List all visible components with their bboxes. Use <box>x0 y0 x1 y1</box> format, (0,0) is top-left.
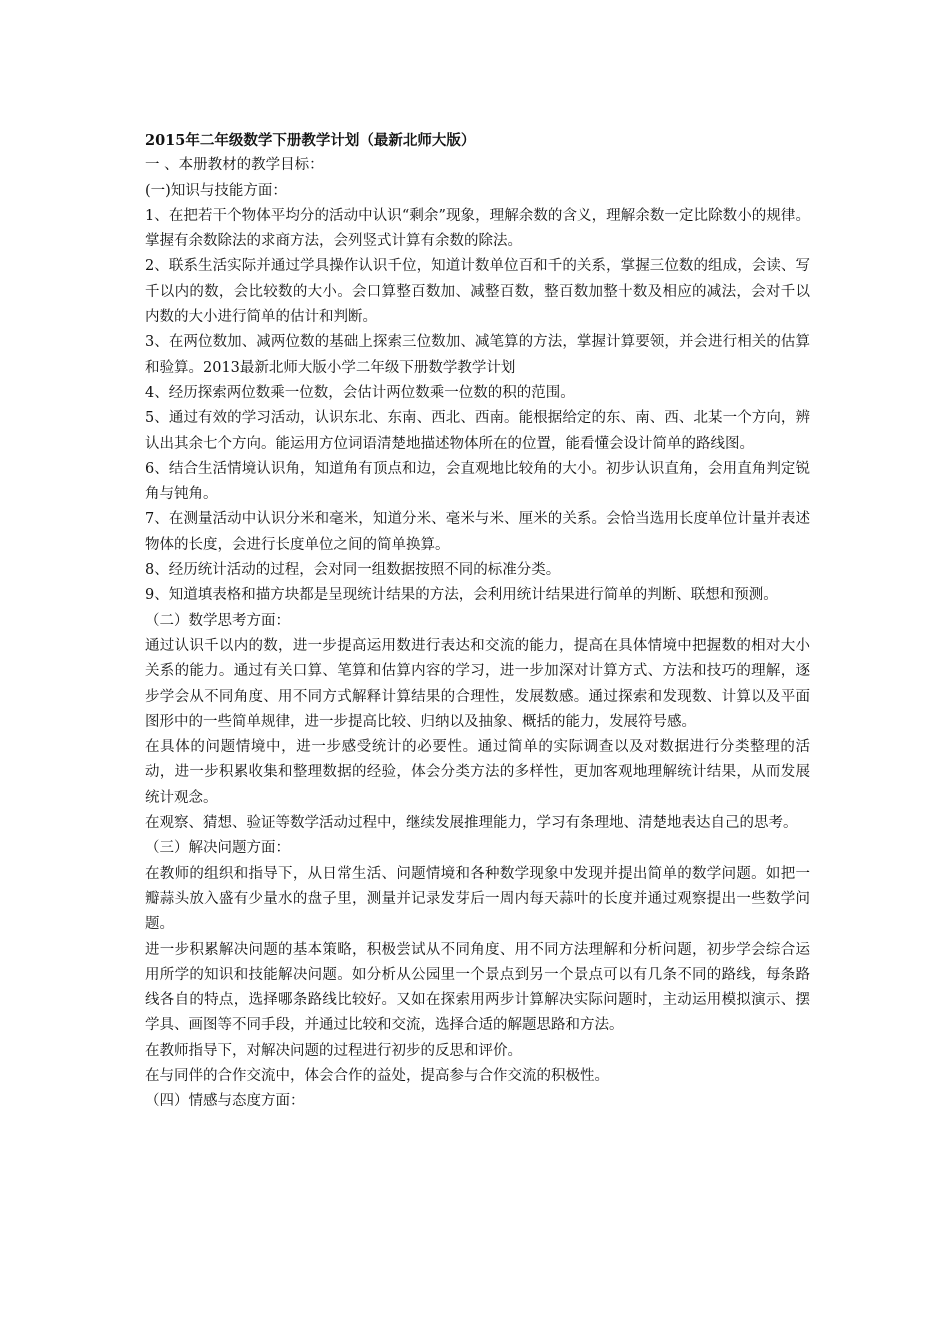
paragraph: 在与同伴的合作交流中，体会合作的益处，提高参与合作交流的积极性。 <box>145 1067 609 1084</box>
paragraph: 2、联系生活实际并通过学具操作认识千位，知道计数单位百和千的关系，掌握三位数的组成，会读、写千以内的数，会比较数的大小。会口算整百数加、减整百数，整百数加整十数及相应的减法，会对千以内数的大小进行简单的估计和判断。 <box>145 258 810 326</box>
subsection-heading: （二）数学思考方面： <box>145 612 290 629</box>
paragraph: 在观察、猜想、验证等数学活动过程中，继续发展推理能力，学习有条理地、清楚地表达自己的思考。 <box>145 815 798 832</box>
paragraph: 6、结合生活情境认识角，知道角有顶点和边，会直观地比较角的大小。初步认识直角，会用直角判定锐角与钝角。 <box>145 460 810 503</box>
document-title: 2015年二年级数学下册教学计划（最新北师大版） <box>145 132 476 149</box>
paragraph: 3、在两位数加、减两位数的基础上探索三位数加、减笔算的方法，掌握计算要领，并会进行相关的估算和验算。2013最新北师大版小学二年级下册数学教学计划 <box>145 334 810 376</box>
paragraph: 7、在测量活动中认识分米和毫米，知道分米、毫米与米、厘米的关系。会恰当选用长度单位计量并表述物体的长度，会进行长度单位之间的简单换算。 <box>145 511 810 553</box>
paragraph: 1、在把若干个物体平均分的活动中认识“剩余”现象，理解余数的含义，理解余数一定比除数小的规律。掌握有余数除法的求商方法，会列竖式计算有余数的除法。 <box>145 207 810 250</box>
paragraph: 5、通过有效的学习活动，认识东北、东南、西北、西南。能根据给定的东、南、西、北某一个方向，辨认出其余七个方向。能运用方位词语清楚地描述物体所在的位置，能看懂会设计简单的路线图。 <box>145 410 810 452</box>
document-body <box>145 128 810 1115</box>
subsection-heading: （四）情感与态度方面： <box>145 1093 305 1110</box>
paragraph: 在教师的组织和指导下，从日常生活、问题情境和各种数学现象中发现并提出简单的数学问题。如把一瓣蒜头放入盛有少量水的盘子里，测量并记录发芽后一周内每天蒜叶的长度并通过观察提出一些数学问题。 <box>145 865 810 933</box>
paragraph: 在教师指导下，对解决问题的过程进行初步的反思和评价。 <box>145 1042 522 1059</box>
subsection-heading: （三）解决问题方面： <box>145 840 290 857</box>
section-heading: 一 、本册教材的教学目标： <box>145 157 324 174</box>
paragraph: 9、知道填表格和描方块都是呈现统计结果的方法，会利用统计结果进行简单的判断、联想和预测。 <box>145 587 778 604</box>
paragraph: 通过认识千以内的数，进一步提高运用数进行表达和交流的能力，提高在具体情境中把握数的相对大小关系的能力。通过有关口算、笔算和估算内容的学习，进一步加深对计算方式、方法和技巧的理解，逐步学会从不同角度、用不同方式解释计算结果的合理性，发展数感。通过探索和发现数、计算以及平面图形中的一些简单规律，进一步提高比较、归纳以及抽象、概括的能力，发展符号感。 <box>145 637 810 730</box>
paragraph: 4、经历探索两位数乘一位数，会估计两位数乘一位数的积的范围。 <box>145 384 575 401</box>
paragraph: 在具体的问题情境中，进一步感受统计的必要性。通过简单的实际调查以及对数据进行分类整理的活动，进一步积累收集和整理数据的经验，体会分类方法的多样性，更加客观地理解统计结果，从而发展统计观念。 <box>145 739 810 806</box>
paragraph: 8、经历统计活动的过程，会对同一组数据按照不同的标准分类。 <box>145 562 561 579</box>
subsection-heading: (一)知识与技能方面： <box>145 182 287 199</box>
paragraph: 进一步积累解决问题的基本策略，积极尝试从不同角度、用不同方法理解和分析问题，初步学会综合运用所学的知识和技能解决问题。如分析从公园里一个景点到另一个景点可以有几条不同的路线，每条路线各自的特点，选择哪条路线比较好。又如在探索用两步计算解决实际问题时，主动运用模拟演示、摆学具、画图等不同手段，并通过比较和交流，选择合适的解题思路和方法。 <box>145 941 810 1034</box>
